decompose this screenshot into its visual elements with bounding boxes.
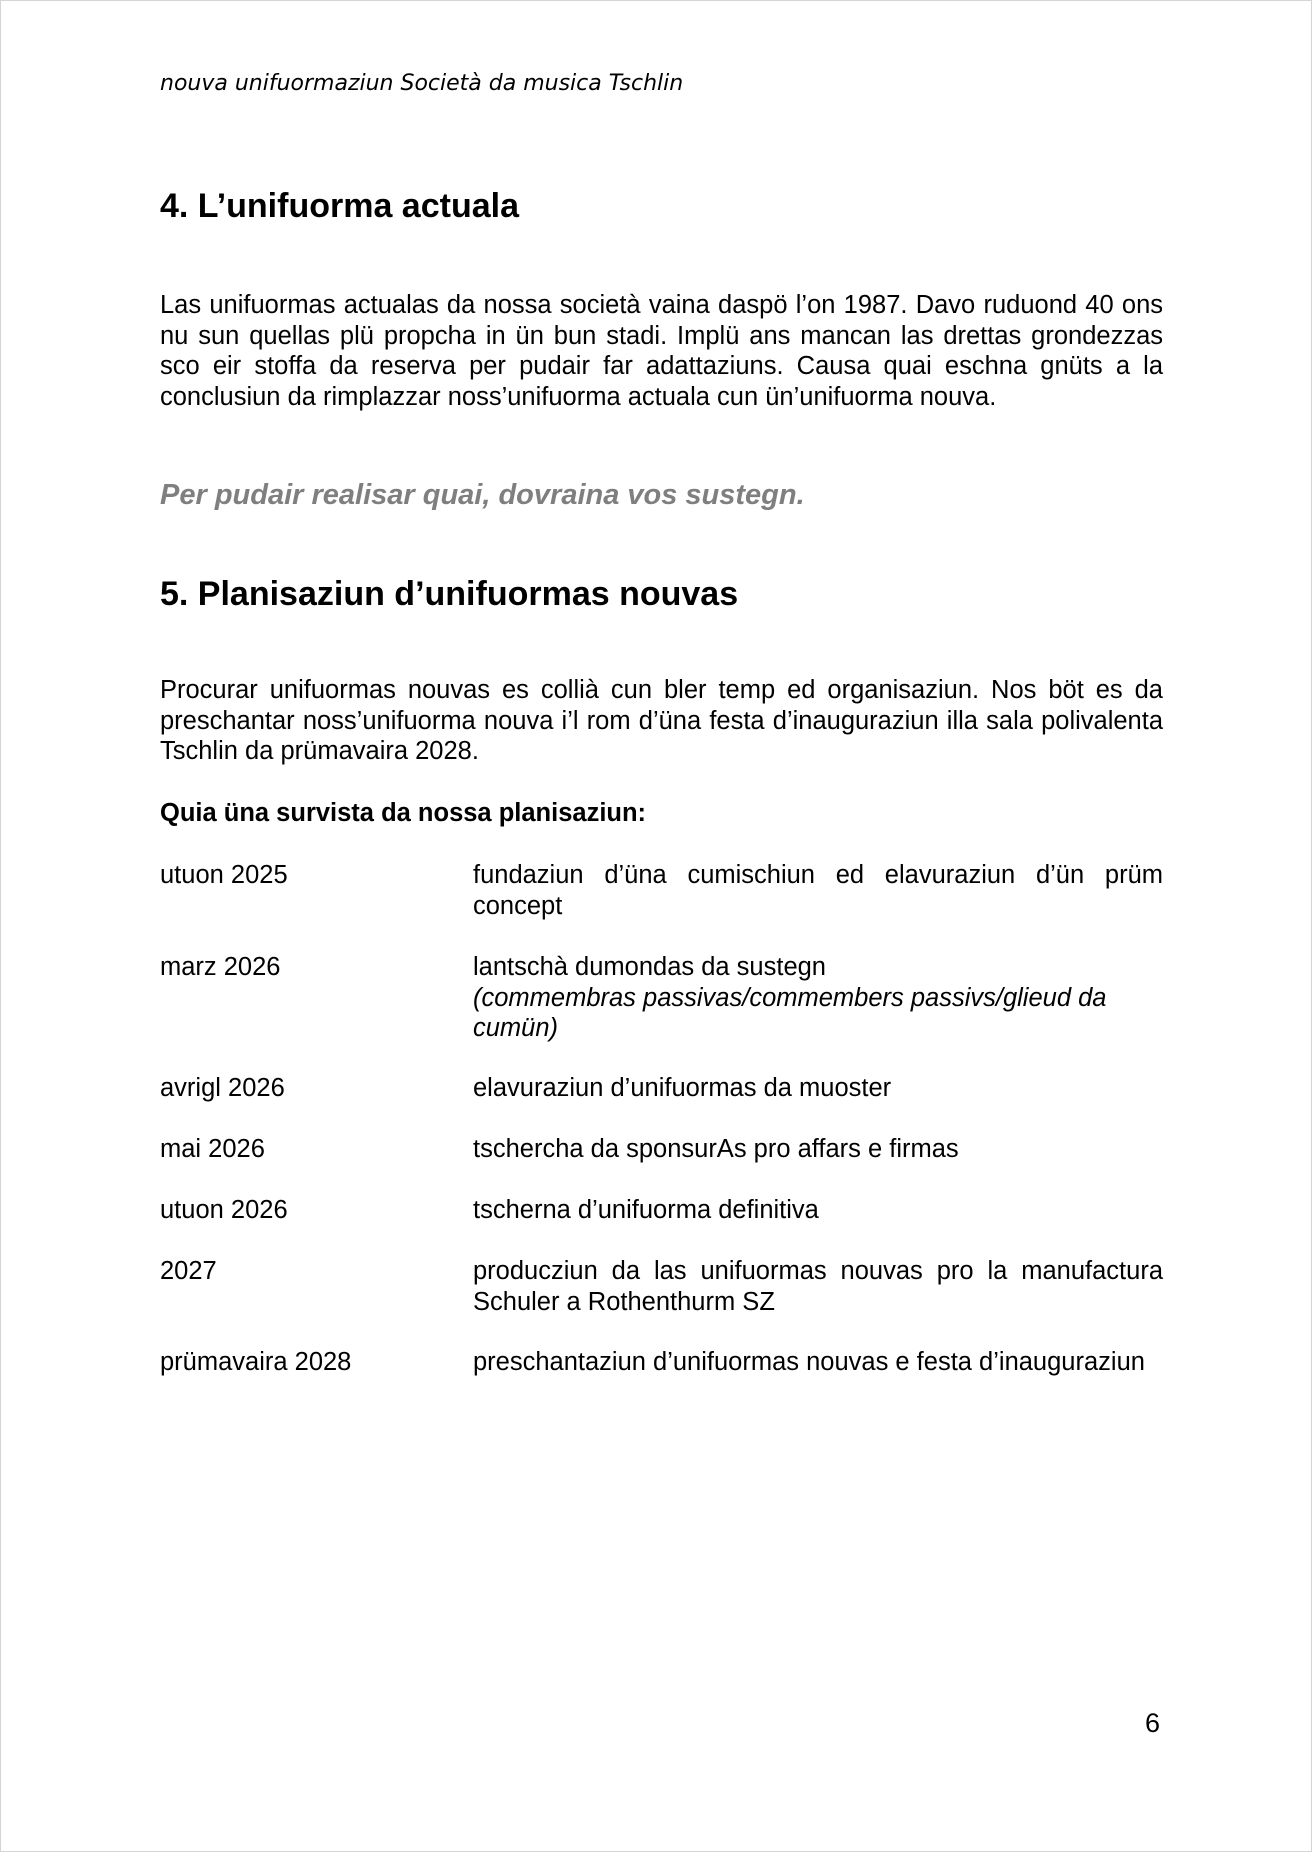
plan-date: prümavaira 2028 xyxy=(160,1348,352,1376)
section-4-paragraph xyxy=(160,290,1163,412)
section-5-heading: 5. Planisaziun d’unifuormas nouvas xyxy=(160,575,739,613)
plan-description-text: producziun da las unifuormas nouvas pro la manufactura Schuler a Rothenthurm SZ xyxy=(473,1257,1163,1316)
plan-date: utuon 2026 xyxy=(160,1196,288,1224)
support-appeal: Per pudair realisar quai, dovraina vos sustegn. xyxy=(160,479,805,511)
plan-description-text: preschantaziun d’unifuormas nouvas e festa d’inauguraziun xyxy=(473,1348,1145,1376)
plan-date: 2027 xyxy=(160,1257,217,1285)
plan-description-text: tscherna d’unifuorma definitiva xyxy=(473,1196,819,1224)
plan-date: utuon 2025 xyxy=(160,861,288,889)
running-header: nouva unifuormaziun Società da musica Tschlin xyxy=(160,71,684,96)
plan-description xyxy=(473,1256,1163,1317)
plan-description xyxy=(473,1134,1163,1165)
plan-description xyxy=(473,1195,1163,1226)
plan-description-note: (commembras passivas/commembers passivs/glieud da cumün) xyxy=(473,983,1107,1042)
plan-description-text: fundaziun d’üna cumischiun ed elavuraziun d’ün prüm concept xyxy=(473,861,1163,920)
plan-description xyxy=(473,860,1163,921)
plan-description-text: tschercha da sponsurAs pro affars e firmas xyxy=(473,1135,959,1163)
page-number: 6 xyxy=(1145,1708,1161,1738)
plan-overview-label: Quia üna survista da nossa planisaziun: xyxy=(160,799,647,827)
plan-date: avrigl 2026 xyxy=(160,1074,285,1102)
plan-date: mai 2026 xyxy=(160,1135,265,1163)
plan-description xyxy=(473,1347,1163,1378)
section-4-heading: 4. L’unifuorma actuala xyxy=(160,187,519,225)
section-5-paragraph xyxy=(160,675,1163,767)
section-5-paragraph-text: Procurar unifuormas nouvas es collià cun bler temp ed organisaziun. Nos böt es da preschantar noss’unifuorma nouva i’l rom d’üna festa d’inauguraziun illa sala polivalenta Tschlin da prümavaira 2028. xyxy=(160,676,1163,765)
plan-description-text: lantschà dumondas da sustegn xyxy=(473,953,826,981)
plan-description-text: elavuraziun d’unifuormas da muoster xyxy=(473,1074,892,1102)
plan-description xyxy=(473,1073,1163,1104)
section-4-paragraph-text: Las unifuormas actualas da nossa società vaina daspö l’on 1987. Davo ruduond 40 ons nu sun quellas plü propcha in ün bun stadi. Implü ans mancan las drettas grondezzas sco eir stoffa da reserva per pudair far adattaziuns. Causa quai eschna gnüts a la conclusiun da rimplazzar noss’unifuorma actuala cun ün’unifuorma nouva. xyxy=(160,291,1163,411)
plan-date: marz 2026 xyxy=(160,953,281,981)
plan-description xyxy=(473,952,1163,1044)
